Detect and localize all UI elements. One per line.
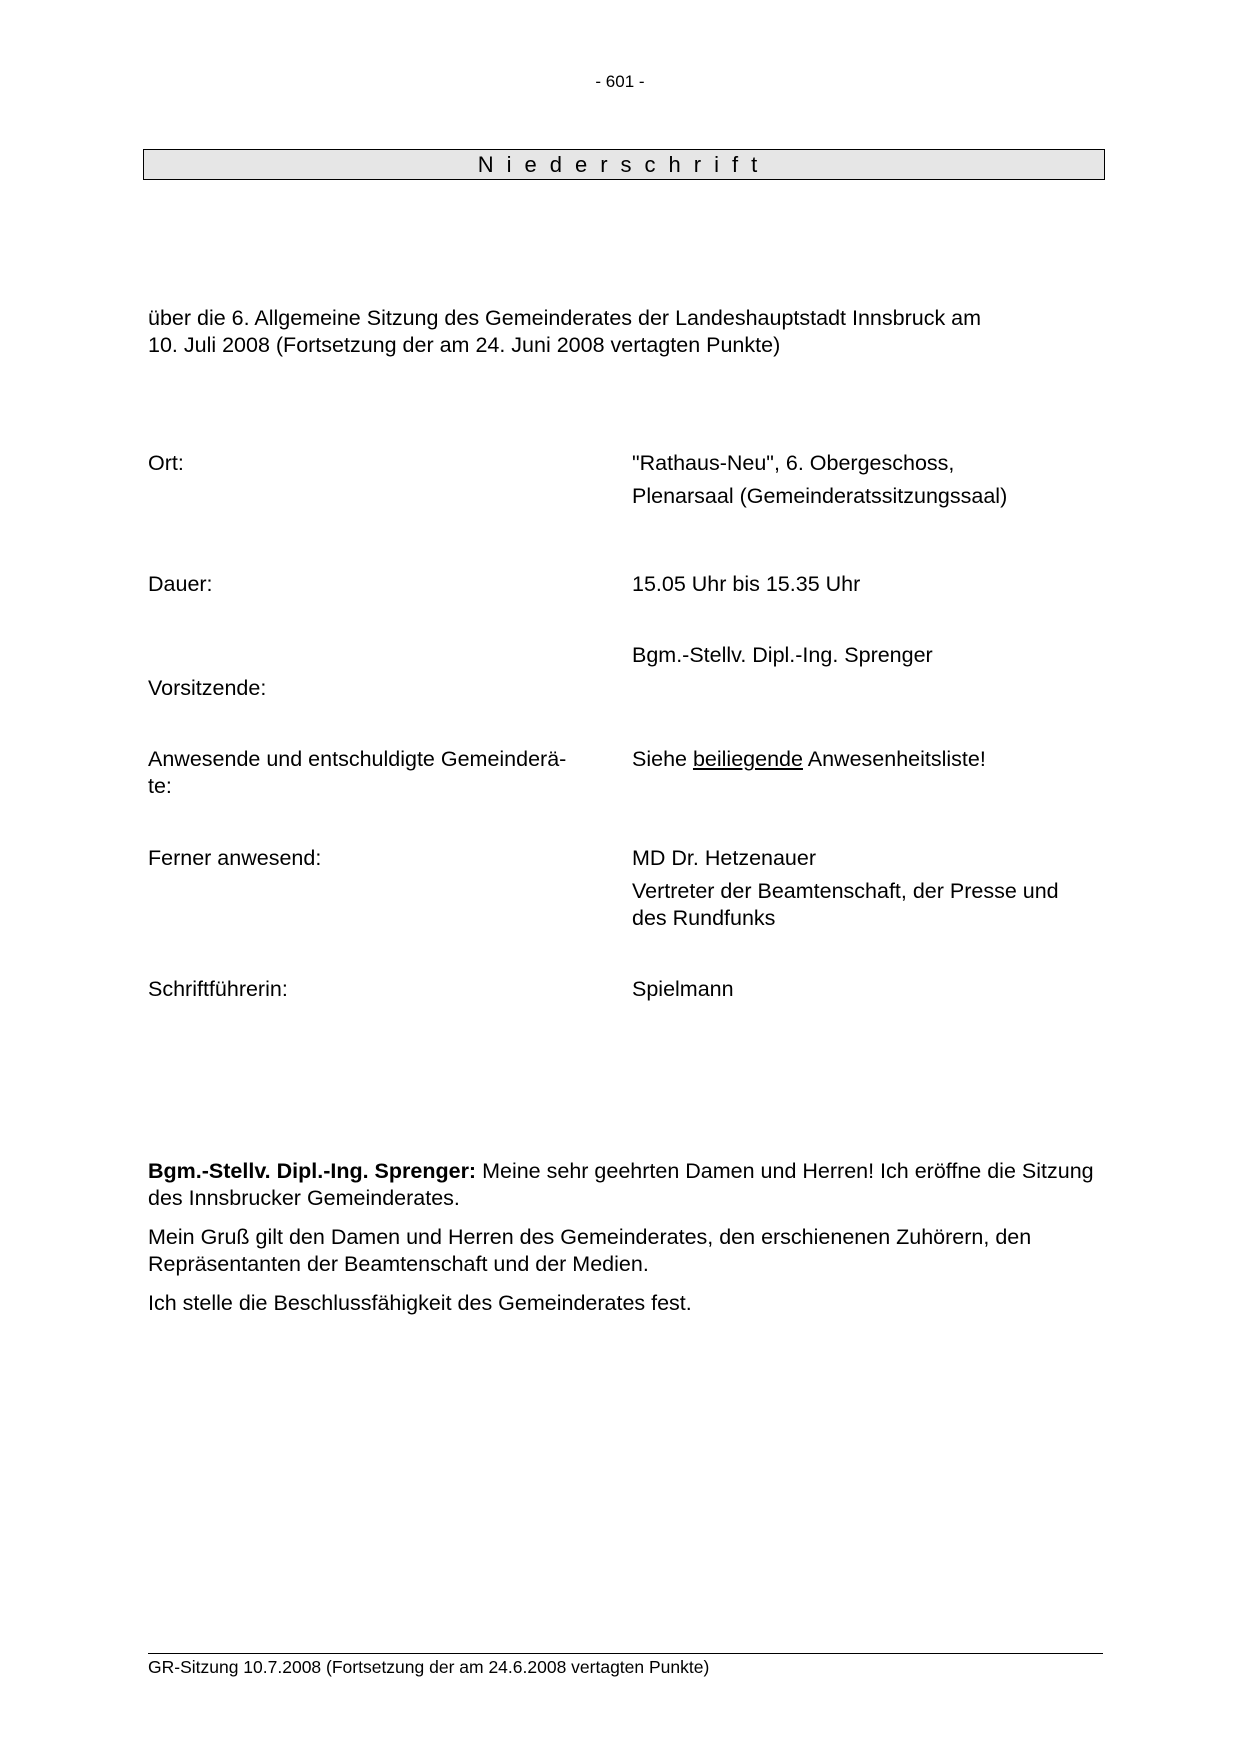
ferner-label: Ferner anwesend:: [148, 846, 322, 870]
ort-value: [632, 450, 1112, 510]
anwesende-label-line-1: Anwesende und entschuldigte Gemeinderä-: [148, 747, 567, 771]
vorsitz-value: Bgm.-Stellv. Dipl.-Ing. Sprenger: [632, 643, 933, 667]
anwesende-value: [632, 746, 1112, 773]
ort-label: Ort:: [148, 451, 184, 475]
quorum-paragraph: Ich stelle die Beschlussfähigkeit des Gemeinderates fest.: [148, 1291, 692, 1315]
anwesende-post: Anwesenheitsliste!: [802, 747, 986, 771]
dauer-value: 15.05 Uhr bis 15.35 Uhr: [632, 572, 861, 596]
ferner-value-2-line-2: des Rundfunks: [632, 906, 776, 930]
greeting-paragraph: Mein Gruß gilt den Damen und Herren des Gemeinderates, den erschienenen Zuhörern, den Repräsentanten der Beamtenschaft und der Medien.: [148, 1225, 1032, 1276]
opening-text: Meine sehr geehrten Damen und Herren! Ich eröffne die Sitzung des Innsbrucker Gemeinderates.: [148, 1159, 1094, 1210]
ort-value-line-2: Plenarsaal (Gemeinderatssitzungssaal): [632, 484, 1008, 508]
page-number: - 601 -: [595, 72, 645, 91]
intro-line-1: über die 6. Allgemeine Sitzung des Gemeinderates der Landeshauptstadt Innsbruck am: [148, 306, 982, 330]
anwesende-label-line-2: te:: [148, 774, 172, 798]
page-footer: GR-Sitzung 10.7.2008 (Fortsetzung der am 24.6.2008 vertagten Punkte): [148, 1657, 710, 1677]
document-title: Niederschrift: [143, 149, 1105, 180]
ferner-value-1: MD Dr. Hetzenauer: [632, 846, 817, 870]
anwesende-label: [148, 746, 608, 800]
opening-paragraph: [148, 1158, 1108, 1212]
ferner-value: [632, 845, 1112, 932]
schrift-label: Schriftführerin:: [148, 977, 288, 1001]
ort-value-line-1: "Rathaus-Neu", 6. Obergeschoss,: [632, 451, 955, 475]
beiliegende-text: beiliegende: [692, 747, 803, 771]
anwesende-pre: Siehe: [632, 747, 693, 771]
footer-divider: [148, 1653, 1103, 1654]
ferner-value-2-line-1: Vertreter der Beamtenschaft, der Presse und: [632, 879, 1059, 903]
minutes-body: [148, 1158, 1108, 1329]
vorsitz-label: Vorsitzende:: [148, 676, 267, 700]
speaker-name: Bgm.-Stellv. Dipl.-Ing. Sprenger:: [148, 1159, 477, 1183]
dauer-label: Dauer:: [148, 572, 213, 596]
intro-paragraph: [148, 305, 1108, 359]
schrift-value: Spielmann: [632, 977, 734, 1001]
intro-line-2: 10. Juli 2008 (Fortsetzung der am 24. Juni 2008 vertagten Punkte): [148, 333, 781, 357]
